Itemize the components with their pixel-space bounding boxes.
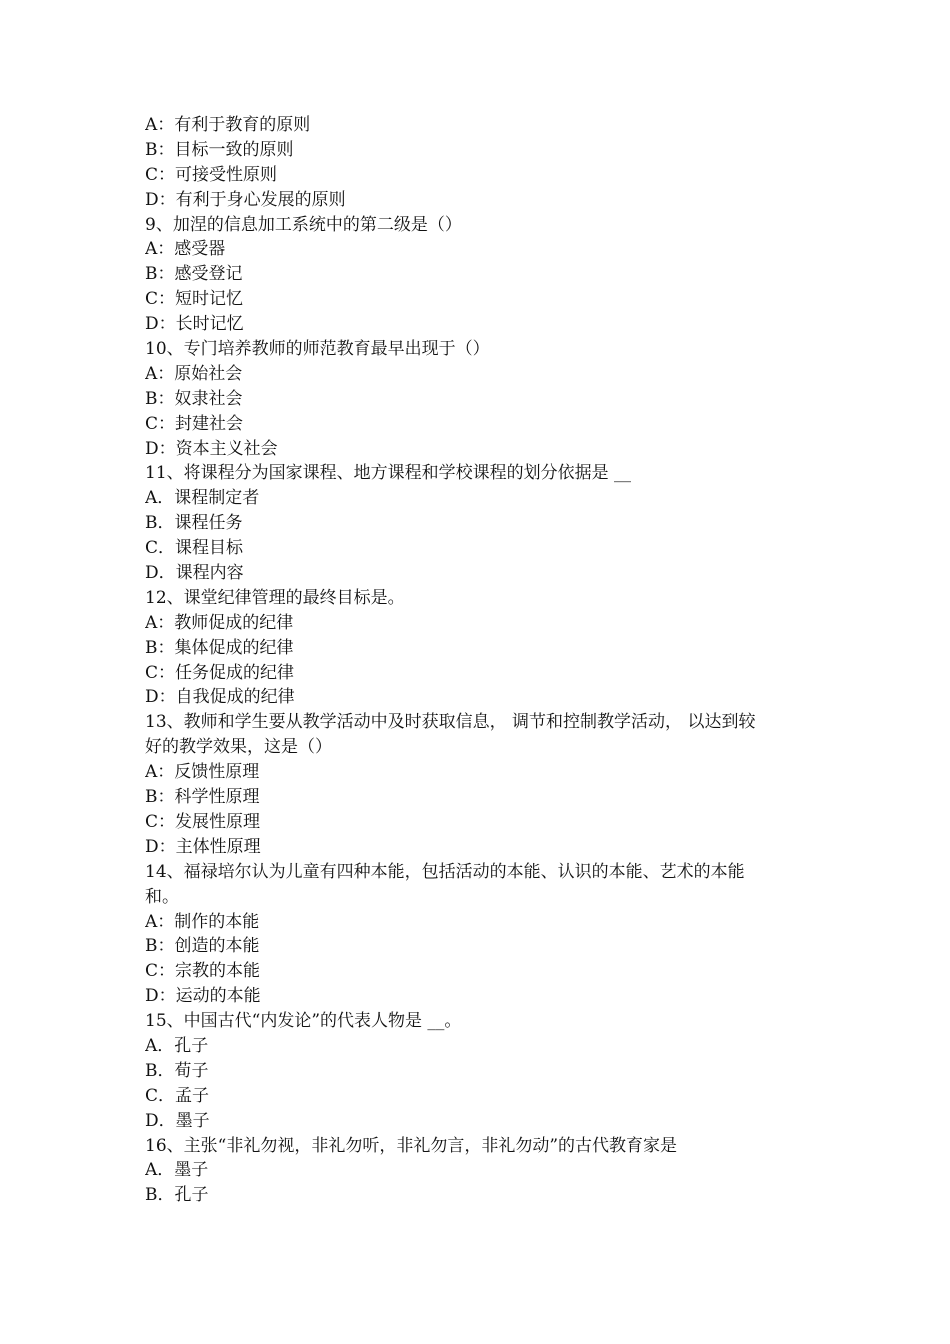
option-line: D：主体性原理	[145, 836, 261, 857]
option-line: C：可接受性原则	[145, 164, 278, 185]
option-line: D：有利于身心发展的原则	[145, 189, 346, 210]
option-line: C：封建社会	[145, 413, 244, 434]
question-10: 10、专门培养教师的师范教育最早出现于（）	[145, 339, 490, 360]
question-15: 15、中国古代“内发论”的代表人物是 __。	[145, 1011, 462, 1032]
option-line: D：自我促成的纪律	[145, 687, 295, 708]
option-line: C．课程目标	[145, 538, 244, 559]
question-9: 9、加涅的信息加工系统中的第二级是（）	[145, 214, 462, 235]
option-line: B：科学性原理	[145, 787, 260, 808]
option-line: B．课程任务	[145, 513, 243, 534]
option-line: A：反馈性原理	[145, 762, 260, 783]
option-line: D：运动的本能	[145, 986, 261, 1007]
question-14: 14、福禄培尔认为儿童有四种本能，包括活动的本能、认识的本能、艺术的本能	[145, 861, 745, 882]
option-line: D．墨子	[145, 1110, 210, 1131]
option-line: B．荀子	[145, 1060, 209, 1081]
option-line: D．课程内容	[145, 563, 244, 584]
option-line: B：创造的本能	[145, 936, 260, 957]
question-13: 13、教师和学生要从教学活动中及时获取信息， 调节和控制教学活动， 以达到较	[145, 712, 756, 733]
option-line: A．孔子	[145, 1035, 209, 1056]
option-line: B：奴隶社会	[145, 388, 243, 409]
option-line: B：集体促成的纪律	[145, 637, 294, 658]
question-list	[145, 113, 810, 1208]
option-line: B．孔子	[145, 1185, 209, 1206]
question-11: 11、将课程分为国家课程、地方课程和学校课程的划分依据是 __	[145, 463, 632, 484]
question-12: 12、课堂纪律管理的最终目标是。	[145, 587, 405, 608]
option-line: A．墨子	[145, 1160, 209, 1181]
option-line: C．孟子	[145, 1085, 210, 1106]
option-line: C：短时记忆	[145, 289, 244, 310]
option-line: B：感受登记	[145, 264, 243, 285]
question-14-continued: 和。	[145, 886, 179, 907]
option-line: B：目标一致的原则	[145, 139, 294, 160]
question-13-continued: 好的教学效果，这是（）	[145, 737, 332, 758]
option-line: C：发展性原理	[145, 811, 261, 832]
option-line: A：制作的本能	[145, 911, 260, 932]
option-line: C：任务促成的纪律	[145, 662, 295, 683]
option-line: D：资本主义社会	[145, 438, 278, 459]
option-line: A：原始社会	[145, 363, 243, 384]
option-line: C：宗教的本能	[145, 961, 261, 982]
option-line: A．课程制定者	[145, 488, 260, 509]
question-16: 16、主张“非礼勿视，非礼勿听，非礼勿言，非礼勿动”的古代教育家是	[145, 1135, 678, 1156]
option-line: A：有利于教育的原则	[145, 115, 311, 135]
option-line: A：感受器	[145, 239, 226, 260]
option-line: D：长时记忆	[145, 314, 244, 335]
option-line: A：教师促成的纪律	[145, 612, 294, 633]
